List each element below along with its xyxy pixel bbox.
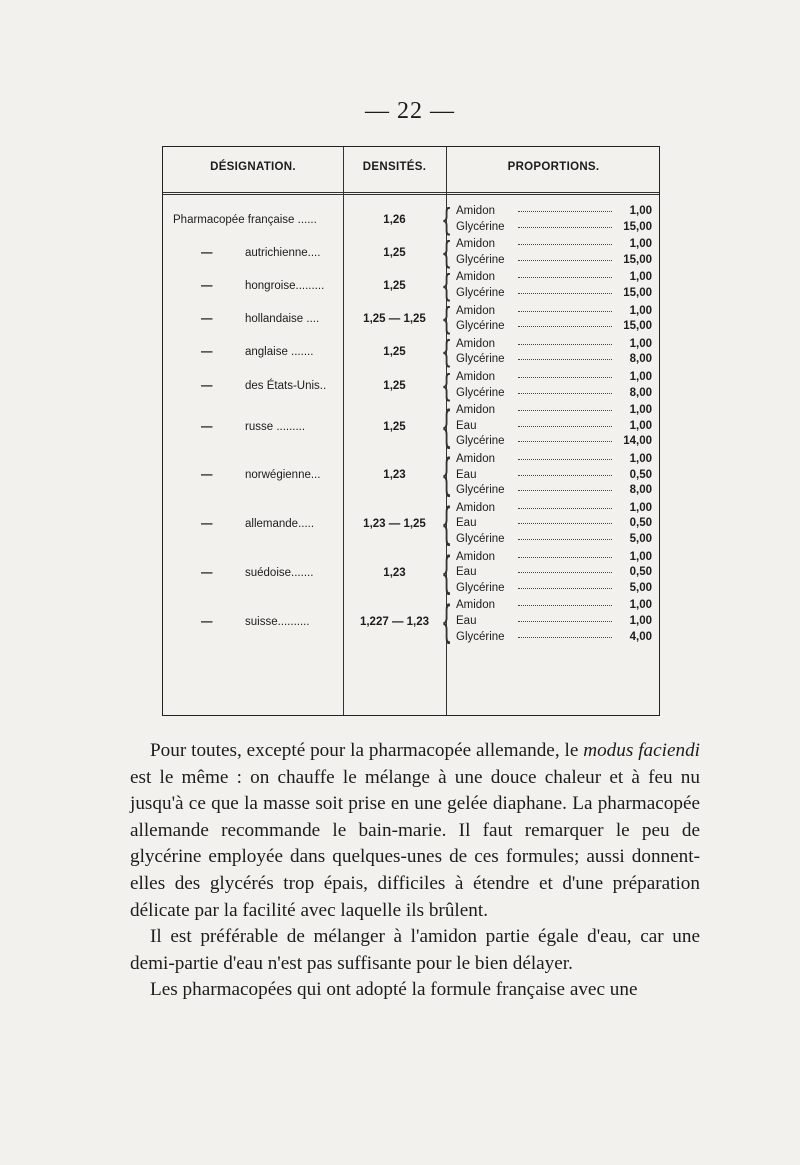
proportion-value: 15,00: [623, 220, 652, 233]
leader-dots: [518, 621, 612, 622]
ditto-dash: —: [201, 280, 213, 292]
leader-dots: [518, 260, 612, 261]
ingredient-name: Eau: [456, 615, 477, 627]
density-cell: 1,25: [383, 379, 406, 392]
designation-cell: [173, 518, 343, 530]
proportion-line: [456, 420, 652, 432]
ingredient-name: Amidon: [456, 337, 495, 350]
proportion-line: [456, 517, 652, 529]
leader-dots: [518, 557, 612, 558]
paragraph-text: est le même : on chauffe le mélange à une douce chaleur et à feu nu jusqu'à ce que la masse soit prise en une gelée diaphane. La pharmacopée allemande recommande le bain-marie. Il faut remarquer le peu de glycérine employée dans quelques-unes de ces formules; aussi donnent-elles des glycérés trop épais, difficiles à étendre et d'une préparation délicate par la facilité avec laquelle ils brûlent.: [130, 766, 700, 921]
proportion-value: 0,50: [629, 517, 652, 530]
ingredient-name: Eau: [456, 566, 477, 579]
proportion-value: 1,00: [629, 371, 652, 383]
designation-text: Pharmacopée française ......: [173, 213, 317, 226]
proportion-line: [456, 221, 652, 233]
ingredient-name: Amidon: [456, 205, 495, 217]
ingredient-name: Amidon: [456, 501, 495, 514]
ditto-dash: —: [201, 469, 213, 482]
leader-dots: [518, 441, 612, 442]
proportion-line: [456, 599, 652, 611]
leader-dots: [518, 459, 612, 460]
paragraph-text: Pour toutes, excepté pour la pharmacopée allemande, le: [150, 740, 584, 761]
ingredient-name: Amidon: [456, 599, 495, 612]
proportion-line: [456, 338, 652, 350]
designation-text: hongroise.........: [245, 280, 325, 292]
ingredient-name: Glycérine: [456, 253, 505, 266]
ingredient-name: Glycérine: [456, 630, 505, 643]
ingredient-name: Amidon: [456, 271, 495, 284]
proportion-value: 4,00: [629, 630, 652, 643]
proportion-line: [456, 469, 652, 481]
density-cell: 1,25: [383, 280, 406, 292]
designation-text: autrichienne....: [245, 246, 321, 259]
density-cell: 1,227 — 1,23: [359, 615, 430, 628]
ingredient-name: Glycérine: [456, 353, 505, 366]
designation-cell: [173, 469, 343, 481]
proportion-value: 1,00: [629, 205, 652, 217]
proportion-value: 1,00: [629, 615, 652, 627]
proportion-line: [456, 615, 652, 627]
proportion-value: 1,00: [629, 238, 652, 251]
ditto-dash: —: [201, 567, 213, 579]
leader-dots: [518, 244, 612, 245]
designation-text: suédoise.......: [245, 567, 314, 579]
density-cell: 1,25: [383, 246, 406, 259]
proportion-line: [456, 566, 652, 578]
proportion-value: 15,00: [623, 253, 652, 266]
proportion-line: [456, 287, 652, 299]
proportion-line: [456, 254, 652, 266]
leader-dots: [518, 211, 612, 212]
proportion-value: 8,00: [629, 484, 652, 497]
proportion-line: [456, 305, 652, 317]
brace-icon: {: [443, 399, 451, 450]
designation-text: des États-Unis..: [245, 379, 327, 392]
density-cell: 1,25: [383, 420, 406, 433]
density-cell: 1,23: [383, 469, 406, 482]
leader-dots: [518, 475, 612, 476]
brace-icon: {: [443, 200, 451, 236]
formulas-table: [162, 146, 660, 716]
leader-dots: [518, 605, 612, 606]
proportion-line: [456, 387, 652, 399]
leader-dots: [518, 293, 612, 294]
designation-cell: [173, 380, 343, 392]
density-cell: 1,25 — 1,25: [363, 313, 426, 326]
ingredient-name: Glycérine: [456, 533, 505, 545]
ingredient-name: Glycérine: [456, 220, 505, 233]
leader-dots: [518, 393, 612, 394]
leader-dots: [518, 227, 612, 228]
leader-dots: [518, 572, 612, 573]
ditto-dash: —: [201, 313, 213, 326]
proportion-line: [456, 404, 652, 416]
designation-cell: [173, 421, 343, 433]
proportion-value: 0,50: [629, 468, 652, 481]
proportion-line: [456, 533, 652, 545]
density-cell: 1,23: [383, 567, 406, 579]
brace-icon: {: [443, 594, 451, 645]
proportion-line: [456, 205, 652, 217]
designation-cell: [173, 214, 343, 226]
proportion-line: [456, 484, 652, 496]
proportion-line: [456, 320, 652, 332]
paragraph: Il est préférable de mélanger à l'amidon partie égale d'eau, car une demi-partie d'eau n'est pas suffisante pour le bien délayer.: [130, 926, 700, 974]
leader-dots: [518, 426, 612, 427]
ditto-dash: —: [201, 246, 213, 259]
paragraph: [130, 738, 700, 924]
proportion-line: [456, 631, 652, 643]
proportion-line: [456, 453, 652, 465]
ditto-dash: —: [201, 518, 213, 531]
ditto-dash: —: [201, 420, 213, 433]
proportion-value: 8,00: [629, 386, 652, 399]
brace-icon: {: [443, 299, 451, 335]
proportion-value: 1,00: [629, 501, 652, 514]
leader-dots: [518, 344, 612, 345]
ingredient-name: Glycérine: [456, 287, 505, 299]
leader-dots: [518, 523, 612, 524]
header-rule: [163, 192, 659, 195]
proportion-value: 1,00: [629, 453, 652, 465]
proportion-line: [456, 271, 652, 283]
proportion-line: [456, 238, 652, 250]
ingredient-name: Eau: [456, 419, 477, 432]
designation-cell: [173, 280, 343, 292]
ingredient-name: Amidon: [456, 238, 495, 251]
brace-icon: {: [443, 366, 451, 402]
proportion-line: [456, 371, 652, 383]
leader-dots: [518, 377, 612, 378]
proportion-value: 8,00: [629, 353, 652, 366]
ingredient-name: Amidon: [456, 550, 495, 563]
ditto-dash: —: [201, 379, 213, 392]
proportion-value: 0,50: [629, 566, 652, 579]
brace-icon: {: [443, 546, 451, 596]
page-number: — 22 —: [365, 98, 455, 124]
designation-cell: [173, 346, 343, 358]
ingredient-name: Glycérine: [456, 484, 505, 497]
proportion-line: [456, 582, 652, 594]
leader-dots: [518, 326, 612, 327]
proportion-value: 5,00: [629, 533, 652, 545]
brace-icon: {: [443, 333, 451, 369]
ingredient-name: Amidon: [456, 404, 495, 417]
brace-icon: {: [443, 497, 451, 548]
proportion-line: [456, 353, 652, 365]
density-cell: 1,26: [383, 213, 406, 226]
brace-icon: {: [443, 266, 451, 302]
ingredient-name: Amidon: [456, 453, 495, 465]
leader-dots: [518, 311, 612, 312]
brace-icon: {: [443, 448, 451, 499]
header-densities: DENSITÉS.: [362, 161, 427, 173]
proportion-value: 1,00: [629, 404, 652, 417]
proportion-value: 1,00: [629, 271, 652, 284]
proportion-value: 1,00: [629, 337, 652, 350]
proportion-value: 1,00: [629, 550, 652, 563]
proportion-value: 15,00: [623, 320, 652, 333]
ingredient-name: Glycérine: [456, 435, 505, 448]
proportion-line: [456, 551, 652, 563]
designation-cell: [173, 247, 343, 259]
proportion-value: 14,00: [623, 435, 652, 448]
paragraph: Les pharmacopées qui ont adopté la formule française avec une: [150, 979, 638, 1001]
ditto-dash: —: [201, 346, 213, 359]
leader-dots: [518, 490, 612, 491]
designation-text: russe .........: [245, 420, 306, 433]
ditto-dash: —: [201, 615, 213, 628]
proportion-line: [456, 502, 652, 514]
leader-dots: [518, 410, 612, 411]
leader-dots: [518, 277, 612, 278]
designation-text: norwégienne...: [245, 469, 321, 482]
paragraph-emphasis: modus faciendi: [583, 740, 701, 761]
ingredient-name: Glycérine: [456, 386, 505, 399]
ingredient-name: Glycérine: [456, 581, 505, 594]
density-cell: 1,23 — 1,25: [363, 518, 426, 531]
proportion-value: 5,00: [629, 581, 652, 594]
designation-text: allemande.....: [245, 518, 315, 531]
proportion-value: 1,00: [629, 304, 652, 317]
designation-cell: [173, 567, 343, 579]
header-proportions: PROPORTIONS.: [507, 161, 600, 173]
leader-dots: [518, 359, 612, 360]
ingredient-name: Eau: [456, 468, 477, 481]
ingredient-name: Glycérine: [456, 320, 505, 333]
proportion-value: 1,00: [629, 599, 652, 612]
header-designation: DÉSIGNATION.: [210, 161, 296, 173]
ingredient-name: Eau: [456, 517, 477, 530]
body-text: [130, 738, 700, 1004]
leader-dots: [518, 539, 612, 540]
ingredient-name: Amidon: [456, 304, 495, 317]
leader-dots: [518, 588, 612, 589]
density-cell: 1,25: [383, 346, 406, 359]
ingredient-name: Amidon: [456, 371, 495, 383]
designation-text: suisse..........: [245, 615, 310, 628]
proportion-line: [456, 435, 652, 447]
designation-text: hollandaise ....: [245, 313, 320, 326]
designation-text: anglaise .......: [245, 346, 314, 359]
leader-dots: [518, 508, 612, 509]
proportion-value: 1,00: [629, 419, 652, 432]
designation-cell: [173, 616, 343, 628]
designation-cell: [173, 313, 343, 325]
proportion-value: 15,00: [623, 287, 652, 299]
leader-dots: [518, 637, 612, 638]
brace-icon: {: [443, 233, 451, 269]
